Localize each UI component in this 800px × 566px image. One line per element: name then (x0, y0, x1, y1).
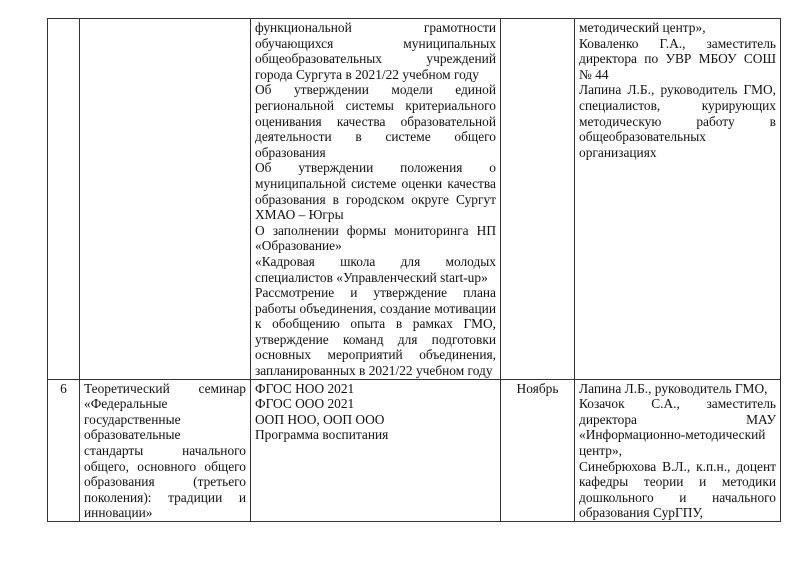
text-line: ООП НОО, ООП ООО (255, 411, 385, 427)
row-number (48, 19, 80, 380)
text-line: специалистов, курирующих (579, 97, 776, 113)
text-line: образования (третьего (84, 474, 246, 490)
text-line: поколения): традиции и (84, 489, 246, 505)
text-line: Лапина Л.Б., руководитель ГМО, (579, 82, 776, 98)
text-line: общеобразовательных (579, 129, 707, 145)
text-line: инновации» (84, 505, 153, 521)
text-line: Об утверждении положения о (255, 160, 496, 176)
event-date (501, 19, 575, 380)
event-topic-cell (80, 19, 251, 380)
text-line: специалистов «Управленческий start-up» (255, 269, 488, 285)
text-line: образования в городском округе Сургут (255, 191, 496, 207)
text-line: кафедры теории и методики (579, 474, 776, 490)
text-line: «Федеральные (84, 396, 168, 412)
text-line: ХМАО – Югры (255, 207, 344, 223)
text-line: Лапина Л.Б., руководитель ГМО, (579, 380, 768, 396)
text-line: «Кадровая школа для молодых (255, 253, 496, 269)
text-line: стандарты начального (84, 443, 246, 459)
text-line: государственные (84, 411, 181, 427)
text-line: города Сургута в 2021/22 учебном году (255, 66, 479, 82)
text-line: региональной системы критериального (255, 97, 496, 113)
text-line: утверждение команд для подготовки (255, 331, 496, 347)
text-line: Синебрюхова В.Л., к.п.н., доцент (579, 458, 776, 474)
text-line: дошкольного и начального (579, 489, 776, 505)
text-line: обучающихся муниципальных (255, 35, 496, 51)
text-line: «Образование» (255, 238, 342, 254)
text-line: № 44 (579, 66, 609, 82)
text-line: «Информационно-методический (579, 427, 766, 443)
event-content-cell (251, 379, 501, 521)
text-line: организациях (579, 144, 657, 160)
text-line: основных мероприятий объединения, (255, 347, 496, 363)
text-line: муниципальной системе оценки качества (255, 175, 496, 191)
event-date: Ноябрь (501, 379, 575, 521)
text-line: Рассмотрение и утверждение плана (255, 285, 496, 301)
text-line: ФГОС ООО 2021 (255, 396, 355, 412)
responsible-cell (575, 379, 781, 521)
table-row (48, 379, 781, 521)
text-line: центр», (579, 443, 623, 459)
text-line: ФГОС НОО 2021 (255, 380, 355, 396)
text-line: директора по УВР МБОУ СОШ (579, 51, 776, 67)
text-line: оценивания качества образовательной (255, 113, 496, 129)
row-number: 6 (48, 379, 80, 521)
text-line: Коваленко Г.А., заместитель (579, 35, 776, 51)
text-line: методическую работу в (579, 113, 776, 129)
event-content-cell (251, 19, 501, 380)
event-topic-cell (80, 379, 251, 521)
text-line: Козачок С.А., заместитель (579, 396, 776, 412)
table-row (48, 19, 781, 380)
text-line: общеобразовательных учреждений (255, 51, 496, 67)
text-line: запланированных в 2021/22 учебном году (255, 363, 493, 379)
text-line: Теоретический семинар (84, 380, 246, 396)
text-line: О заполнении формы мониторинга НП (255, 222, 496, 238)
text-line: к обобщению опыта в рамках ГМО, (255, 316, 496, 332)
text-line: деятельности в системе общего (255, 129, 496, 145)
text-line: Программа воспитания (255, 427, 389, 443)
text-line: работы объединения, создание мотивации (255, 300, 496, 316)
text-line: методический центр», (579, 20, 706, 35)
text-line: образования СурГПУ, (579, 505, 704, 521)
text-line: образовательные (84, 427, 181, 443)
text-line: Об утверждении модели единой (255, 82, 496, 98)
text-line: общего, основного общего (84, 458, 246, 474)
plan-table (47, 18, 781, 522)
responsible-cell (575, 19, 781, 380)
text-line: функциональной грамотности (255, 20, 496, 35)
text-line: образования (255, 144, 326, 160)
text-line: директора МАУ (579, 411, 776, 427)
